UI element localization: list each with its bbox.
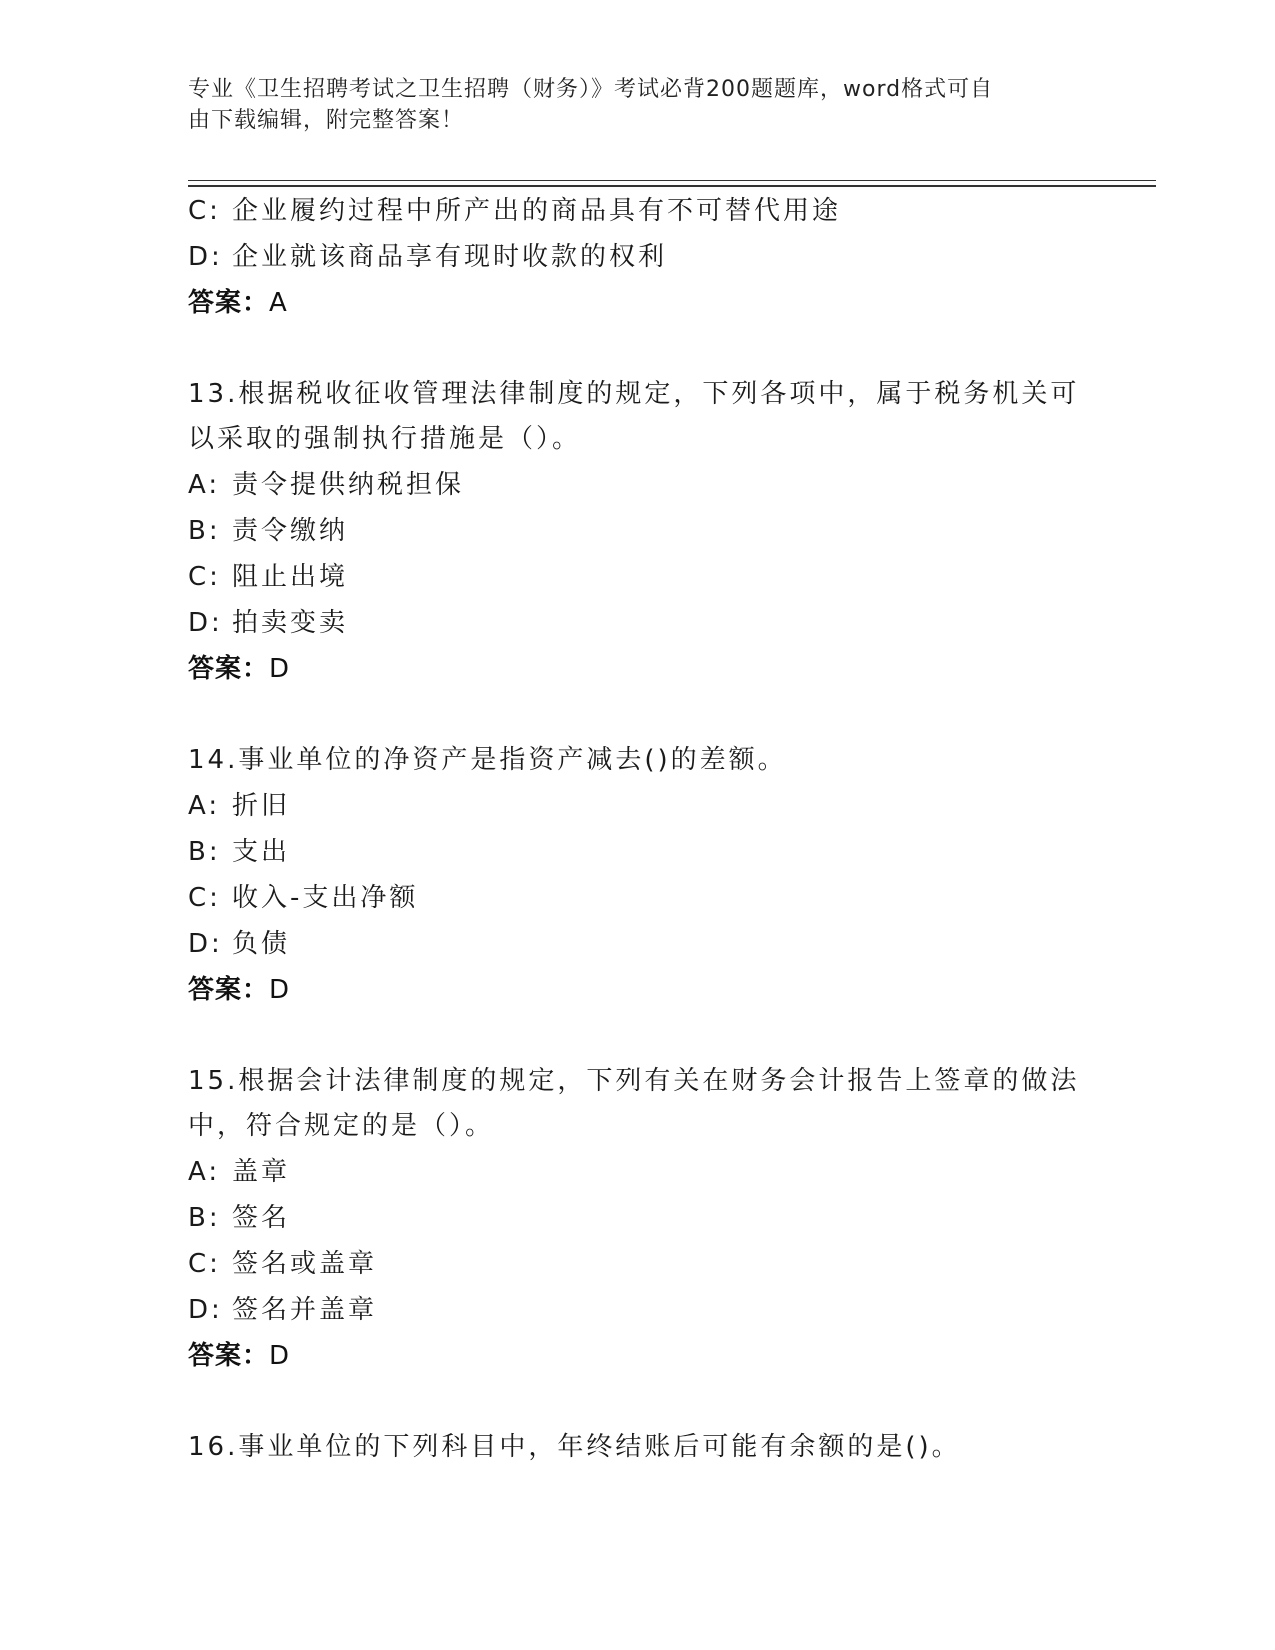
question-block-14 [188,738,1088,1013]
option-key: C: [188,196,221,226]
answer-label: 答案： [188,1341,270,1371]
question-block-16 [188,1425,1088,1470]
option-c [188,188,1088,234]
question-stem [188,1425,1088,1470]
answer-line [188,646,1088,692]
question-block-13 [188,372,1088,692]
option-key: D: [188,242,223,272]
option-text: 签名 [232,1203,291,1233]
answer-line [188,280,1088,326]
answer-label: 答案： [188,975,270,1005]
option-text: 负债 [232,929,291,959]
header-line-1: 专业《卫生招聘考试之卫生招聘（财务）》考试必背200题题库，word格式可自 [188,77,994,102]
option-text: 收入-支出净额 [232,883,419,913]
header-rule-thin [188,180,1156,181]
question-stem-line: 以采取的强制执行措施是（）。 [188,424,582,454]
option-key: B: [188,1203,221,1233]
answer-value: D [269,975,291,1005]
question-stem-line: 15.根据会计法律制度的规定，下列有关在财务会计报告上签章的做法 [188,1066,1080,1096]
option-text: 责令提供纳税担保 [232,470,465,500]
option-d [188,600,1088,646]
option-key: D: [188,608,223,638]
option-c [188,1241,1088,1287]
option-a [188,783,1088,829]
question-stem-line: 中，符合规定的是（）。 [188,1111,495,1141]
option-b [188,508,1088,554]
option-key: A: [188,470,221,500]
option-text: 签名并盖章 [232,1295,378,1325]
answer-line [188,967,1088,1013]
answer-line [188,1333,1088,1379]
question-stem-line: 13.根据税收征收管理法律制度的规定，下列各项中，属于税务机关可 [188,379,1080,409]
option-key: B: [188,837,221,867]
option-c [188,554,1088,600]
question-stem [188,1059,1088,1149]
option-d [188,234,1088,280]
answer-label: 答案： [188,654,270,684]
document-header [188,74,1068,136]
option-d [188,1287,1088,1333]
option-key: B: [188,516,221,546]
option-text: 拍卖变卖 [232,608,349,638]
question-list [188,188,1088,1470]
option-key: C: [188,883,221,913]
question-stem-line: 14.事业单位的净资产是指资产减去()的差额。 [188,745,787,775]
answer-label: 答案： [188,288,270,318]
spacer [188,692,1088,738]
question-stem [188,372,1088,462]
option-text: 盖章 [232,1157,291,1187]
answer-value: D [269,654,291,684]
option-text: 折旧 [232,791,291,821]
option-text: 签名或盖章 [232,1249,378,1279]
question-block-15 [188,1059,1088,1379]
option-text: 企业就该商品享有现时收款的权利 [232,242,668,272]
option-c [188,875,1088,921]
option-text: 责令缴纳 [232,516,349,546]
option-a [188,462,1088,508]
option-b [188,1195,1088,1241]
option-text: 阻止出境 [232,562,349,592]
option-key: D: [188,1295,223,1325]
question-stem [188,738,1088,783]
option-d [188,921,1088,967]
spacer [188,1379,1088,1425]
spacer [188,1013,1088,1059]
option-key: A: [188,791,221,821]
option-a [188,1149,1088,1195]
question-block-prev [188,188,1088,326]
option-key: A: [188,1157,221,1187]
option-key: D: [188,929,223,959]
option-b [188,829,1088,875]
header-rule-thick [188,185,1156,187]
option-text: 支出 [232,837,291,867]
answer-value: D [269,1341,291,1371]
option-text: 企业履约过程中所产出的商品具有不可替代用途 [232,196,842,226]
header-line-2: 由下载编辑，附完整答案！ [188,108,465,133]
option-key: C: [188,562,221,592]
spacer [188,326,1088,372]
option-key: C: [188,1249,221,1279]
question-stem-line: 16.事业单位的下列科目中，年终结账后可能有余额的是()。 [188,1432,961,1462]
answer-value: A [269,288,288,318]
